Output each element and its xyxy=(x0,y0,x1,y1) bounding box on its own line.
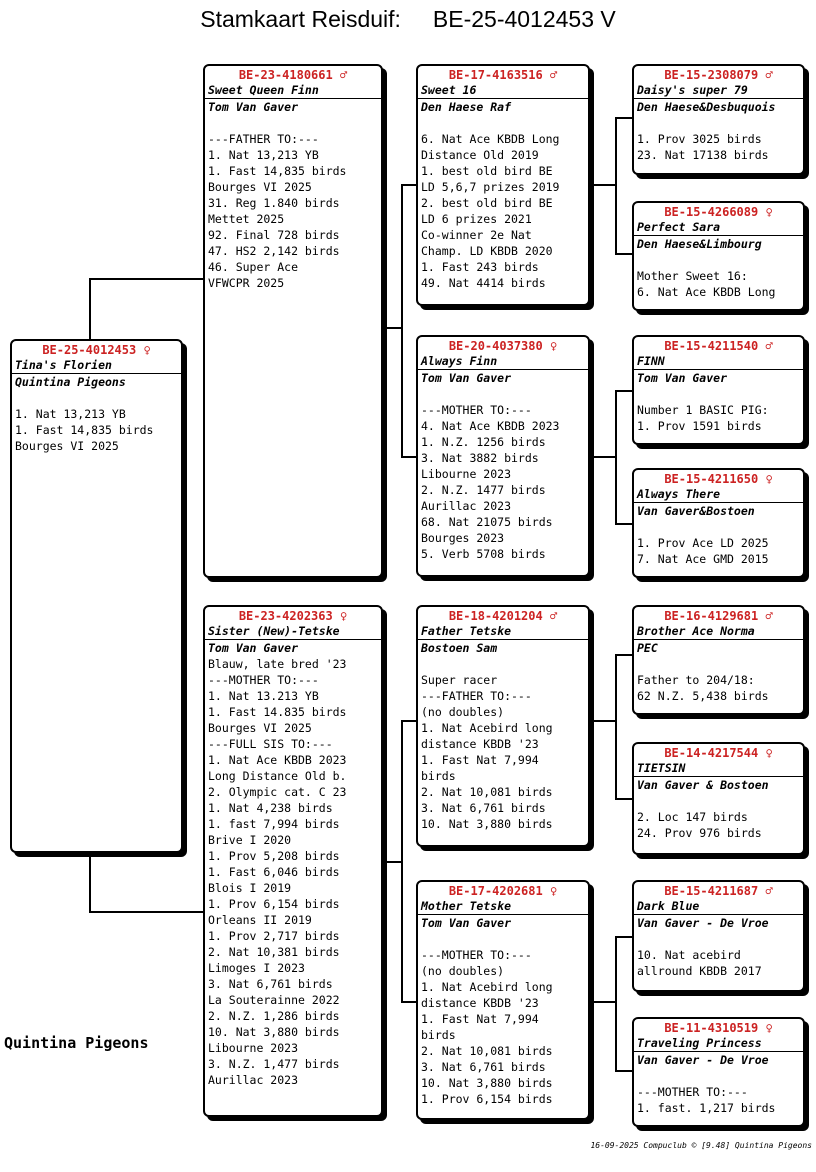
breeder-name: Den Haese Raf xyxy=(421,100,512,114)
pigeon-name: Always Finn xyxy=(418,354,588,370)
ring-number: BE-16-4129681 ♂ xyxy=(664,609,773,623)
breeder-name: Van Gaver & Bostoen xyxy=(637,778,769,792)
connector-ss-to-ssd xyxy=(615,253,632,255)
ring-number: BE-17-4163516 ♂ xyxy=(448,68,558,82)
ring-number: BE-23-4180661 ♂ xyxy=(238,68,348,82)
connector-dd-to-ddd xyxy=(615,1070,632,1072)
pedigree-notes: Mother Sweet 16: 6. Nat Ace KBDB Long xyxy=(637,269,776,299)
pedigree-card-dds[interactable] xyxy=(632,880,805,992)
connector-sd-to-sds xyxy=(615,390,632,392)
pedigree-card-dsd[interactable] xyxy=(632,742,805,855)
ring-number: BE-25-4012453 ♀ xyxy=(42,343,151,357)
connector-ds-h xyxy=(592,720,616,722)
connector-sd-v xyxy=(615,390,617,524)
pedigree-notes: 6. Nat Ace KBDB Long Distance Old 2019 1. best old bird BE LD 5,6,7 prizes 2019 2. best old bird BE LD 6 prizes 2021 Co-winner 2e Nat Champ. LD KBDB 2020 1. Fast 243 birds 49. Nat 4414 birds xyxy=(421,132,560,290)
pedigree-card-sire-dam[interactable] xyxy=(416,335,590,577)
breeder-name: Van Gaver - De Vroe xyxy=(637,1053,769,1067)
pedigree-notes: 1. Prov Ace LD 2025 7. Nat Ace GMD 2015 xyxy=(637,536,769,566)
ring-number: BE-23-4202363 ♀ xyxy=(238,609,348,623)
ring-number: BE-15-4211650 ♀ xyxy=(664,472,773,486)
connector-dam-to-dd xyxy=(401,1001,416,1003)
pedigree-notes: Super racer ---FATHER TO:--- (no doubles) 1. Nat Acebird long distance KBDB '23 1. Fast Nat 7,994 birds 2. Nat 10,081 birds 3. Nat 6,761 birds 10. Nat 3,880 birds xyxy=(421,673,553,831)
ring-number: BE-14-4217544 ♀ xyxy=(664,746,773,760)
pedigree-card-sdd[interactable] xyxy=(632,468,805,578)
breeder-name: Tom Van Gaver xyxy=(421,371,512,385)
footer-text: 16-09-2025 Compuclub © [9.48] Quintina Pigeons xyxy=(590,1141,812,1150)
connector-ds-v xyxy=(615,654,617,799)
connector-dam-to-ds xyxy=(401,720,416,722)
ring-number: BE-15-4211540 ♂ xyxy=(664,339,773,353)
pedigree-notes: Father to 204/18: 62 N.Z. 5,438 birds xyxy=(637,673,769,703)
breeder-name: Tom Van Gaver xyxy=(208,641,299,655)
pedigree-card-ssd[interactable] xyxy=(632,201,805,311)
connector-ss-to-sss xyxy=(615,117,632,119)
pigeon-name: TIETSIN xyxy=(634,761,803,777)
pedigree-card-dam-sire[interactable] xyxy=(416,605,590,847)
breeder-name: Den Haese&Desbuquois xyxy=(637,100,776,114)
pedigree-notes: ---MOTHER TO:--- 4. Nat Ace KBDB 2023 1. N.Z. 1256 birds 3. Nat 3882 birds Libourne 2023 2. N.Z. 1477 birds Aurillac 2023 68. Nat 21075 birds Bourges 2023 5. Verb 5708 birds xyxy=(421,403,560,561)
pigeon-name: Father Tetske xyxy=(418,624,588,640)
connector-dd-h xyxy=(592,1001,616,1003)
pigeon-name: Always There xyxy=(634,487,803,503)
ring-number: BE-18-4201204 ♂ xyxy=(448,609,558,623)
breeder-name: Tom Van Gaver xyxy=(637,371,728,385)
pedigree-card-sire-sire[interactable] xyxy=(416,64,590,306)
connector-sd-to-sdd xyxy=(615,523,632,525)
pedigree-card-dss[interactable] xyxy=(632,605,805,715)
pedigree-card-subject[interactable] xyxy=(10,339,183,853)
pigeon-name: Perfect Sara xyxy=(634,220,803,236)
pedigree-notes: ---FATHER TO:--- 1. Nat 13,213 YB 1. Fast 14,835 birds Bourges VI 2025 31. Reg 1.840 birds Mettet 2025 92. Final 728 birds 47. HS2 2,142 birds 46. Super Ace VFWCPR 2025 xyxy=(208,132,347,290)
pigeon-name: Brother Ace Norma xyxy=(634,624,803,640)
pigeon-name: Daisy's super 79 xyxy=(634,83,803,99)
pigeon-name: Sweet Queen Finn xyxy=(205,83,381,99)
pedigree-notes: Number 1 BASIC PIG: 1. Prov 1591 birds xyxy=(637,403,769,433)
breeder-name: Quintina Pigeons xyxy=(15,375,126,389)
ring-number: BE-15-2308079 ♂ xyxy=(664,68,773,82)
connector-ss-v xyxy=(615,117,617,254)
connector-sire-parents-v xyxy=(401,184,403,457)
ring-number: BE-11-4310519 ♀ xyxy=(664,1021,773,1035)
breeder-name: Van Gaver - De Vroe xyxy=(637,916,769,930)
connector-ss-h xyxy=(592,184,616,186)
pedigree-notes: Blauw, late bred '23 ---MOTHER TO:--- 1. Nat 13.213 YB 1. Fast 14.835 birds Bourges VI 2025 ---FULL SIS TO:--- 1. Nat Ace KBDB 2023 Long Distance Old b. 2. Olympic cat. C 23 1. Nat 4,238 birds 1. fast 7,994 birds Brive I 2020 1. Prov 5,208 birds 1. Fast 6,046 birds Blois I 2019 1. Prov 6,154 birds Orleans II 2019 1. Prov 2,717 birds 2. Nat 10,381 birds Limoges I 2023 3. Nat 6,761 birds La Souterainne 2022 2. N.Z. 1,286 birds 10. Nat 3,880 birds Libourne 2023 3. N.Z. 1,477 birds Aurillac 2023 xyxy=(208,657,347,1087)
connector-dd-to-dds xyxy=(615,936,632,938)
owner-label: Quintina Pigeons xyxy=(4,1034,149,1052)
connector-dam-parents-h xyxy=(385,861,401,863)
ring-number: BE-15-4266089 ♀ xyxy=(664,205,773,219)
connector-ds-to-dsd xyxy=(615,798,632,800)
pigeon-name: Tina's Florien xyxy=(12,358,181,374)
connector-dam-parents-v xyxy=(401,720,403,1002)
pedigree-notes: 1. Prov 3025 birds 23. Nat 17138 birds xyxy=(637,132,769,162)
pedigree-card-sire[interactable] xyxy=(203,64,383,578)
ring-number: BE-17-4202681 ♀ xyxy=(448,884,558,898)
connector-sire-parents-h xyxy=(385,327,401,329)
breeder-name: Van Gaver&Bostoen xyxy=(637,504,755,518)
pedigree-notes: 1. Nat 13,213 YB 1. Fast 14,835 birds Bourges VI 2025 xyxy=(15,407,154,453)
pigeon-name: Sweet 16 xyxy=(418,83,588,99)
pedigree-card-dam-dam[interactable] xyxy=(416,880,590,1120)
page-title: Stamkaart Reisduif: BE-25-4012453 V xyxy=(200,6,616,32)
connector-ds-to-dss xyxy=(615,654,632,656)
connector-subject-dam-h xyxy=(89,911,203,913)
connector-subject-dam-v xyxy=(89,852,91,912)
ring-number: BE-20-4037380 ♀ xyxy=(448,339,558,353)
breeder-name: Tom Van Gaver xyxy=(421,916,512,930)
pedigree-card-dam[interactable] xyxy=(203,605,383,1117)
breeder-name: Tom Van Gaver xyxy=(208,100,299,114)
pigeon-name: Mother Tetske xyxy=(418,899,588,915)
pigeon-name: Sister (New)-Tetske xyxy=(205,624,381,640)
breeder-name: PEC xyxy=(637,641,658,655)
pedigree-card-ddd[interactable] xyxy=(632,1017,805,1127)
pedigree-notes: ---MOTHER TO:--- (no doubles) 1. Nat Acebird long distance KBDB '23 1. Fast Nat 7,994 birds 2. Nat 10,081 birds 3. Nat 6,761 birds 10. Nat 3,880 birds 1. Prov 6,154 birds xyxy=(421,948,553,1106)
breeder-name: Bostoen Sam xyxy=(421,641,498,655)
pigeon-name: Dark Blue xyxy=(634,899,803,915)
connector-dd-v xyxy=(615,936,617,1071)
pigeon-name: Traveling Princess xyxy=(634,1036,803,1052)
ring-number: BE-15-4211687 ♂ xyxy=(664,884,773,898)
pedigree-notes: ---MOTHER TO:--- 1. fast. 1,217 birds xyxy=(637,1085,776,1115)
connector-sire-to-sd xyxy=(401,456,416,458)
pedigree-card-sss[interactable] xyxy=(632,64,805,175)
pigeon-name: FINN xyxy=(634,354,803,370)
pedigree-notes: 10. Nat acebird allround KBDB 2017 xyxy=(637,948,762,978)
connector-subject-sire-h xyxy=(89,278,203,280)
connector-subject-sire-v xyxy=(89,278,91,340)
pedigree-notes: 2. Loc 147 birds 24. Prov 976 birds xyxy=(637,810,762,840)
connector-sire-to-ss xyxy=(401,184,416,186)
connector-sd-h xyxy=(592,456,616,458)
breeder-name: Den Haese&Limbourg xyxy=(637,237,762,251)
pedigree-card-sds[interactable] xyxy=(632,335,805,445)
